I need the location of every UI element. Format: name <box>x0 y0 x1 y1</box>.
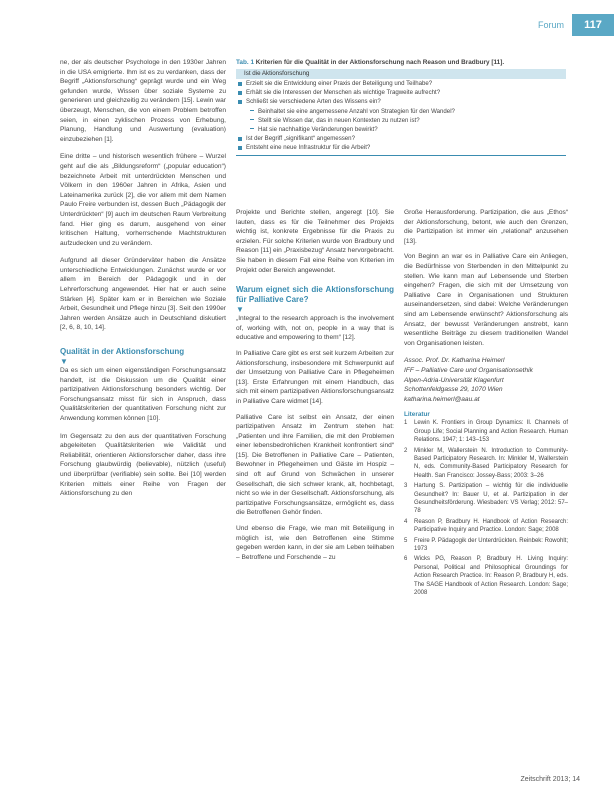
reference-text: Wicks PG, Reason P, Bradbury H. Living Inquiry: Personal, Political and Philosophical Groundings for Action Research Practice. In: Reason P, Bradbury H, eds. The SAGE Handbook of Action Research. London: Sage; 2008 <box>414 556 568 596</box>
reference-text: Reason P, Bradbury H. Handbook of Action Research: Participative Inquiry and Practice. London: Sage; 2008 <box>414 518 568 534</box>
table-rule <box>236 155 566 156</box>
table-row <box>236 107 566 116</box>
column-2 <box>236 208 394 566</box>
bullet-icon <box>250 119 254 120</box>
table-row-text: Hat sie nachhaltige Veränderungen bewirkt? <box>258 126 378 134</box>
author-university: Alpen-Adria-Universität Klagenfurt <box>404 376 504 384</box>
table-row-text: Entsteht eine neue Infrastruktur für die Arbeit? <box>246 144 371 152</box>
reference-number: 4 <box>404 518 408 525</box>
author-affiliation: IFF – Palliative Care und Organisationsethik <box>404 366 533 374</box>
paragraph: ne, der als deutscher Psychologe in den 1930er Jahren in die USA emigrierte. Ihm ist es zu verdanken, dass der Begriff „Aktionsforschung“ geprägt wurde und ein Weg gefunden wurde, Wissen über soziale Systeme zu generieren und gleichzeitig zu verändern [15]. Lewin war überzeugt, Menschen, die von einem Problem betroffen seien, in einen zyklischen Prozess von Erhebung, Planung, Handlung und Auswertung (evaluation) einzubeziehen [1]. <box>60 59 226 143</box>
section-title: Forum <box>537 20 564 30</box>
bullet-icon <box>238 146 242 150</box>
author-name: Assoc. Prof. Dr. Katharina Heimerl <box>404 357 505 365</box>
bullet-icon <box>238 82 242 86</box>
author-block <box>404 356 568 404</box>
reference-item <box>404 555 568 597</box>
author-email[interactable]: katharina.heimerl@aau.at <box>404 395 480 403</box>
page-number: 117 <box>572 14 614 36</box>
paragraph: Palliative Care ist selbst ein Ansatz, der einen partizipativen Ansatz im Zentrum stehen hat: „Patienten und ihre Familien, die mit den Problemen einer lebensbedrohlichen Krankheit konfrontiert sind“ [15]. Die Betroffenen in Palliative Care – Patienten, Bewohner in Pflegeheimen und Gäste im Hospiz – sind oft auf Grund von Schwächen in unserer Gesellschaft, die sich schwer krank, alt, hochbetagt, nicht so wie in der Gesellschaft. Aktionsforschung, als partizipative Forschungsansätze, ermöglicht es, dass die Betroffenen Gehör finden. <box>236 413 394 517</box>
section-heading: Qualität in der Aktionsforschung <box>60 347 185 357</box>
table-row <box>236 88 566 97</box>
table-row <box>236 97 566 106</box>
bullet-icon <box>250 128 254 129</box>
references-heading: Literatur <box>404 411 430 419</box>
paragraph: In Palliative Care gibt es erst seit kurzem Arbeiten zur Aktionsforschung, insbesondere mit Schwerpunkt auf der Umsetzung von Palliative Care in Pflegeheimen [13]. Erste Erfahrungen mit einem Handbuch, das sich mit einem partizipativen Aktionsforschungsansatz in Palliative Care widmet [14]. <box>236 349 394 405</box>
table-row <box>236 79 566 88</box>
bullet-icon <box>238 100 242 104</box>
reference-text: Hartung S. Partizipation – wichtig für die individuelle Gesundheit? In: Bauer U, et al. Partizipation in der Gesundheitsförderung. Wiesbaden: VS Verlag; 2012: 57–78 <box>414 483 568 515</box>
table-rows <box>236 79 566 153</box>
page-header <box>520 14 614 36</box>
table-row <box>236 143 566 152</box>
table-row-text: Erhält sie die Interessen der Menschen als wichtige Tragweite aufrecht? <box>246 89 441 97</box>
paragraph: Und ebenso die Frage, wie man mit Beteiligung in möglich ist, wie den Betroffenen eine Stimme gegeben werden kann, in der sie am Leben teilhaben – Betroffene und Forschende – zu <box>236 525 394 561</box>
reference-item <box>404 447 568 481</box>
table-header: Ist die Aktionsforschung <box>236 69 566 79</box>
paragraph: Eine dritte – und historisch wesentlich frühere – Wurzel geht auf die als „Bildungsreform“ („popular education“) bezeichnete Arbeit mit unterdrückten Menschen und Völkern in den 1960er Jahren in Afrika, Asien und Lateinamerika zurück [2], die vor allem mit dem Namen Paulo Freire verbunden ist, dessen Buch „Pädagogik der Unterdrückten“ [9] auch im deutschen Raum Verbreitung fand. Hier ging es darum, ausgehend von einer kritischen Haltung, vorherrschende Machtstrukturen aufzudecken und zu verändern. <box>60 153 226 247</box>
arrow-down-icon: ▼ <box>60 357 68 367</box>
reference-text: Freire P. Pädagogik der Unterdrückten. Reinbek: Rowohlt; 1973 <box>414 537 568 552</box>
paragraph: Große Herausforderung. Partizipation, die aus „Ethos“ der Aktionsforschung, betont, wie auch den Grenzen, die Partizipation ist immer ein „relational“ anzusehen [13]. <box>404 209 568 245</box>
bullet-icon <box>238 91 242 95</box>
table-row <box>236 116 566 125</box>
table-row <box>236 134 566 143</box>
reference-number: 1 <box>404 420 408 427</box>
reference-number: 2 <box>404 447 408 454</box>
table-title: Kriterien für die Qualität in der Aktionsforschung nach Reason und Bradbury [11]. <box>255 59 505 66</box>
references-list <box>404 419 568 597</box>
reference-item <box>404 482 568 516</box>
table-row-text: Stellt sie Wissen dar, das in neuen Kontexten zu nutzen ist? <box>258 116 420 124</box>
reference-number: 6 <box>404 556 408 563</box>
table-row-text: Beinhaltet sie eine angemessene Anzahl von Strategien für den Wandel? <box>258 107 455 115</box>
table-row-text: Erzielt sie die Entwicklung einer Praxis der Beteiligung und Teilhabe? <box>246 80 433 87</box>
bullet-icon <box>238 137 242 141</box>
reference-number: 3 <box>404 483 408 490</box>
table-caption <box>236 58 566 67</box>
arrow-down-icon: ▼ <box>236 305 244 315</box>
table-row-text: Schließt sie verschiedene Arten des Wissens ein? <box>246 98 381 106</box>
quote: „Integral to the research approach is the involvement of, working with, not on, people in a way that is educative and empowering to them“ [12]. <box>236 315 394 342</box>
column-1 <box>60 58 226 503</box>
reference-item <box>404 518 568 535</box>
reference-item <box>404 419 568 444</box>
paragraph: Aufgrund all dieser Gründerväter haben die Ansätze unterschiedliche Entwicklungen. Zunächst wurde er vor allem im Bereich der Pädagogik und in der Lehrerforschung angewendet. Hier hat er auch seine Stärken [4]. Später kam er in Bereichen wie Soziale Arbeit, Gesundheit und Pflege hinzu [3]. Seit den 1990er Jahren werden Ansätze auch in Deutschland diskutiert [2, 6, 8, 10, 14]. <box>60 257 226 332</box>
reference-item <box>404 537 568 554</box>
column-3 <box>404 208 568 599</box>
criteria-table <box>236 58 566 198</box>
page-footer: Zeitschrift 2013; 14 <box>520 776 580 783</box>
reference-number: 5 <box>404 537 408 544</box>
reference-text: Minkler M, Wallerstein N. Introduction to Community-Based Participatory Research. In: Minkler M, Wallerstein N, eds. Community-Based Participatory Research for Health. San Francisco: Jossey-Bass; 2003: 3–26 <box>414 447 568 479</box>
bullet-icon <box>250 110 254 111</box>
paragraph: Im Gegensatz zu den aus der quantitativen Forschung abgeleiteten Qualitätskriterien wie Validität und Reliabilität, orientieren Aktionsforscher daher, dass ihre Forschung glaubwürdig (believable), nützlich (useful) und überprüfbar (verifiable) sein sollte. Bei [10] werden Kriterien mittels einer Reihe von Fragen der Aktionsforschung zu den <box>60 432 226 498</box>
paragraph: Von Beginn an war es in Palliative Care ein Anliegen, die Bedürfnisse von Sterbenden in den Mittelpunkt zu stellen. Wie kann man auf Lebensende und Sterben eingehen? Fragen, die sich mit der Umsetzung von Palliative Care in Organisationen und Strukturen auseinandersetzen, sind dabei: Welche Veränderungen sind am Lebensende erwünscht? Aktionsforschung als Ansatz, der bewusst Veränderungen anstrebt, kann wesentliche Beiträge zu diesem traditionellen Wandel von Organisationen leisten. <box>404 253 568 347</box>
author-address: Schottenfeldgasse 29, 1070 Wien <box>404 386 503 394</box>
table-row <box>236 125 566 134</box>
section-heading: Warum eignet sich die Aktionsforschung für Palliative Care? <box>236 285 394 305</box>
paragraph: Projekte und Berichte stellen, angeregt [10]. Sie lauten, dass es für die Teilnehmer des Projekts wichtig ist, konkrete Ergebnisse für die Praxis zu erzielen. Für solche Kriterien wurde von Bradbury und Reason [11] ein „Praxisbezug“ Ansatz hervorgebracht. Sie haben in diesem Fall eine Reihe von Kriterien im Projekt oder Bereich angewendet. <box>236 209 394 274</box>
table-row-text: Ist der Begriff „signifikant“ angemessen? <box>246 135 355 143</box>
reference-text: Lewin K. Frontiers in Group Dynamics: II. Channels of Group Life; Social Planning and Action Research. Human Relations. 1947; 1: 143–153 <box>414 420 568 444</box>
table-label: Tab. 1 <box>236 59 254 66</box>
paragraph: Da es sich um einen eigenständigen Forschungsansatz handelt, ist die Diskussion um die Qualität einer partizipativen Aktionsforschung besonders wichtig. Der Forschungsansatz misst für sich in Anspruch, dass Qualitätskriterien der quantitativen Forschung nicht zur Anwendung kommen können [10]. <box>60 367 226 422</box>
